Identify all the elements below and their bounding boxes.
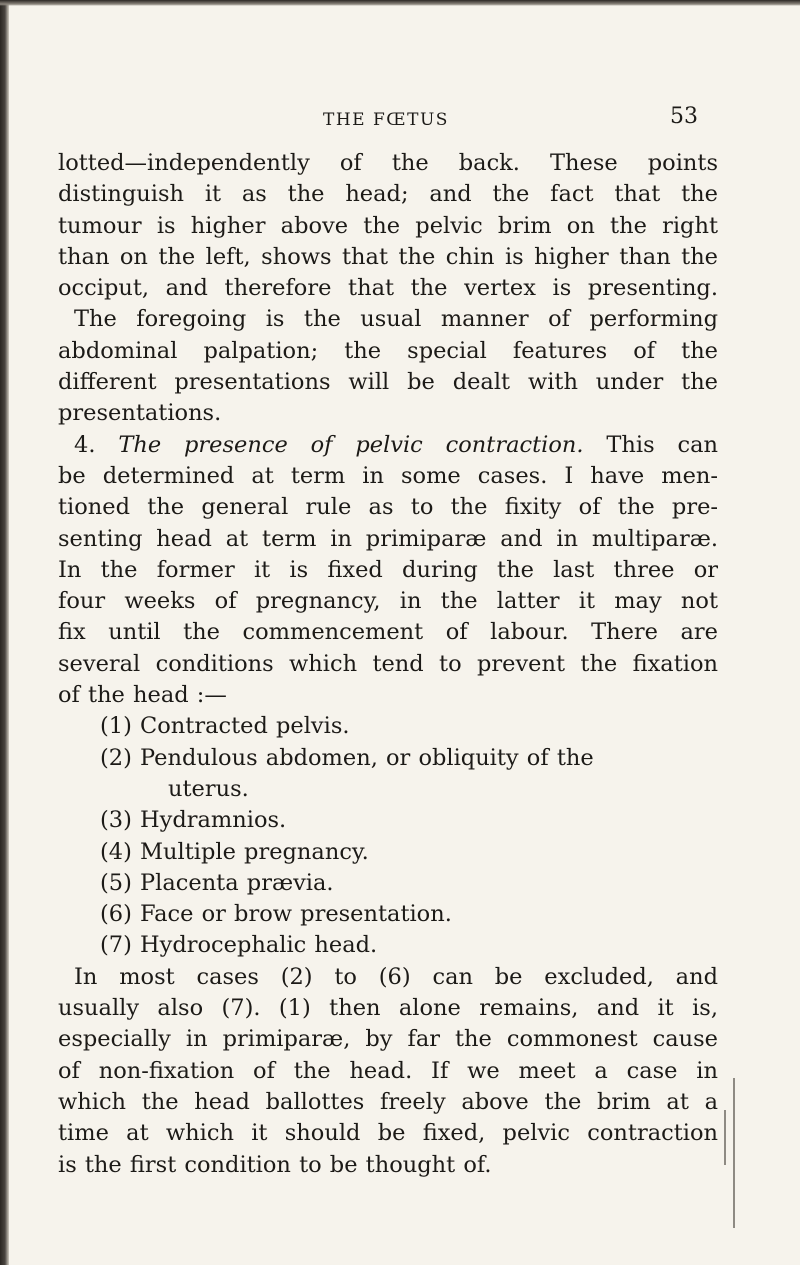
text-line: than on the left, shows that the chin is higher than the	[58, 243, 718, 270]
text-line: In the former it is fixed during the last three or	[58, 556, 718, 583]
text-line: abdominal palpation; the special features of the	[58, 337, 718, 364]
text-line: presentations.	[58, 400, 222, 427]
list-item: (2) Pendulous abdomen, or obliquity of the	[100, 744, 594, 771]
running-title: THE FŒTUS	[323, 110, 449, 130]
text-line: is the first condition to be thought of.	[58, 1151, 492, 1178]
text-line: fix until the commencement of labour. There are	[58, 619, 718, 646]
list-item: (5) Placenta prævia.	[100, 869, 334, 896]
text-line: especially in primiparæ, by far the commonest cause	[58, 1026, 718, 1053]
text-line: time at which it should be fixed, pelvic contraction	[58, 1120, 718, 1147]
section-number: 4.	[74, 431, 96, 458]
page-top-edge	[0, 0, 800, 6]
text-line: four weeks of pregnancy, in the latter it may not	[58, 588, 718, 615]
text-line: tioned the general rule as to the fixity of the pre-	[58, 494, 718, 521]
text-line: The foregoing is the usual manner of performing	[74, 306, 718, 333]
text-line: distinguish it as the head; and the fact that the	[58, 181, 718, 208]
running-header	[0, 104, 800, 140]
list-item: (4) Multiple pregnancy.	[100, 838, 369, 865]
text-line: senting head at term in primiparæ and in multiparæ.	[58, 525, 718, 552]
text-line: be determined at term in some cases. I have men-	[58, 462, 718, 489]
section-heading-line	[58, 430, 718, 461]
text-line: usually also (7). (1) then alone remains, and it is,	[58, 995, 718, 1022]
text-line: of non-fixation of the head. If we meet a case in	[58, 1057, 718, 1084]
text-line: of the head :—	[58, 682, 227, 709]
text-line: different presentations will be dealt with under the	[58, 369, 718, 396]
list-item: (1) Contracted pelvis.	[100, 713, 350, 740]
body-text	[58, 148, 718, 1181]
text-line: which the head ballottes freely above the brim at a	[58, 1088, 718, 1115]
list-item: (7) Hydrocephalic head.	[100, 932, 378, 959]
list-item: (6) Face or brow presentation.	[100, 901, 452, 928]
section-text: This can	[606, 431, 719, 458]
margin-mark	[733, 1078, 735, 1228]
list-item: (3) Hydramnios.	[100, 807, 287, 834]
text-line: several conditions which tend to prevent the fixation	[58, 650, 718, 677]
margin-mark	[724, 1110, 726, 1165]
text-line: In most cases (2) to (6) can be excluded, and	[74, 963, 718, 990]
text-line: tumour is higher above the pelvic brim on the right	[58, 212, 718, 239]
section-title: The presence of pelvic contraction.	[118, 431, 584, 458]
page-number: 53	[670, 104, 698, 129]
list-item-continuation: uterus.	[168, 775, 249, 802]
text-line: occiput, and therefore that the vertex is presenting.	[58, 275, 718, 302]
text-line: lotted—independently of the back. These points	[58, 150, 718, 176]
page-spine-shadow	[0, 0, 9, 1265]
